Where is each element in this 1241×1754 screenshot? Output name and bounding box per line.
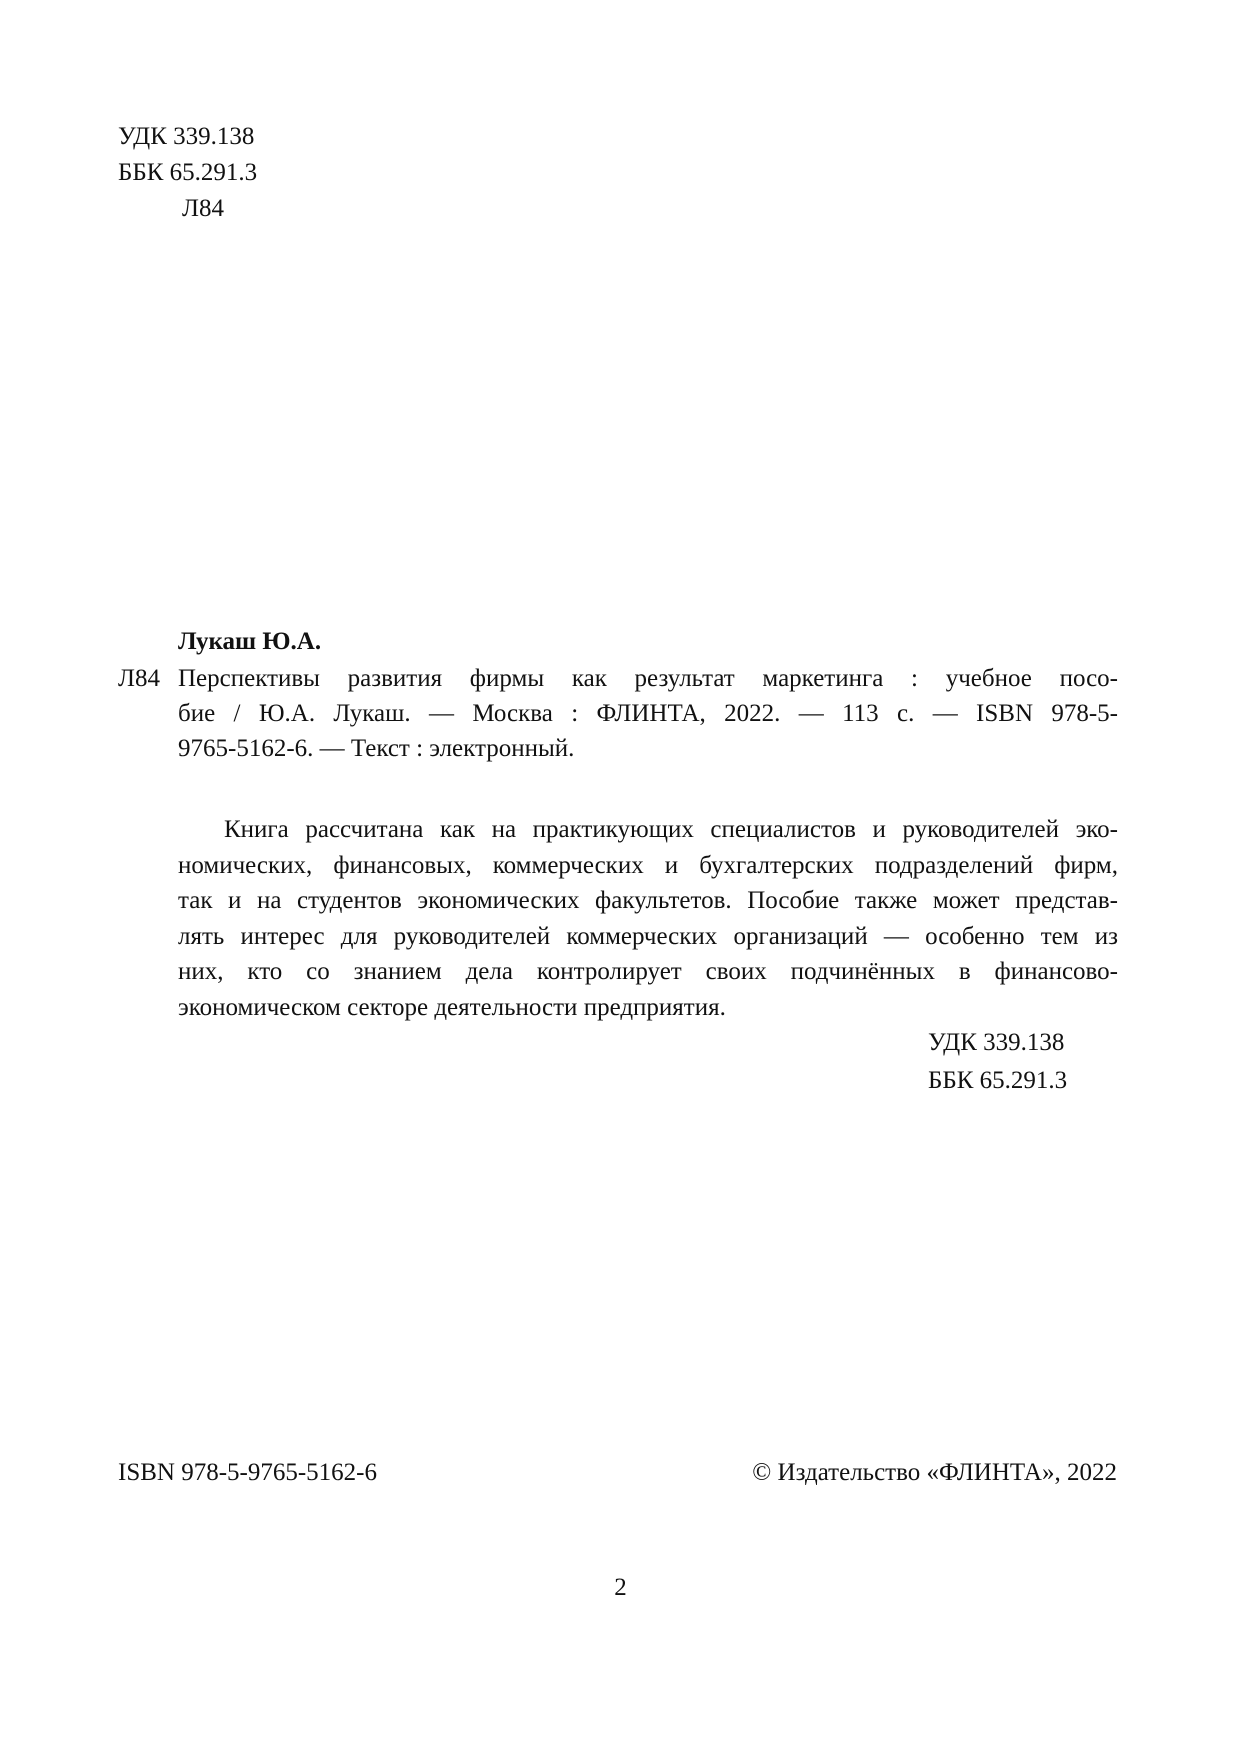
bbk-code-right: ББК 65.291.3 <box>928 1067 1068 1094</box>
bbk-code: ББК 65.291.3 <box>118 159 258 186</box>
author-name: Лукаш Ю.А. <box>178 628 322 655</box>
classification-block <box>118 119 257 227</box>
classification-block-right <box>928 1024 1067 1100</box>
author-mark: Л84 <box>182 195 224 222</box>
bibliographic-citation <box>178 661 1118 766</box>
abstract-line: так и на студентов экономических факультетов. Пособие также может представ- <box>178 887 1118 914</box>
citation-code: Л84 <box>118 665 160 692</box>
copyright-notice: © Издательство «ФЛИНТА», 2022 <box>752 1459 1117 1486</box>
abstract-paragraph <box>178 812 1118 1025</box>
citation-line: бие / Ю.А. Лукаш. — Москва : ФЛИНТА, 2022. — 113 с. — ISBN 978-5- <box>178 700 1118 727</box>
abstract-line: номических, финансовых, коммерческих и бухгалтерских подразделений фирм, <box>178 851 1118 879</box>
abstract-line: Книга рассчитана как на практикующих специалистов и руководителей эко- <box>224 816 1118 843</box>
abstract-line: них, кто со знанием дела контролирует своих подчинённых в финансово- <box>178 958 1118 985</box>
citation-line: Перспективы развития фирмы как результат маркетинга : учебное посо- <box>178 665 1118 692</box>
abstract-line: экономическом секторе деятельности предприятия. <box>178 993 726 1021</box>
abstract-line: лять интерес для руководителей коммерческих организаций — особенно тем из <box>178 922 1118 950</box>
udk-code: УДК 339.138 <box>118 123 255 150</box>
udk-code-right: УДК 339.138 <box>928 1029 1065 1056</box>
isbn-number: ISBN 978-5-9765-5162-6 <box>118 1459 378 1486</box>
page-number: 2 <box>614 1574 627 1601</box>
citation-line: 9765-5162-6. — Текст : электронный. <box>178 735 575 762</box>
